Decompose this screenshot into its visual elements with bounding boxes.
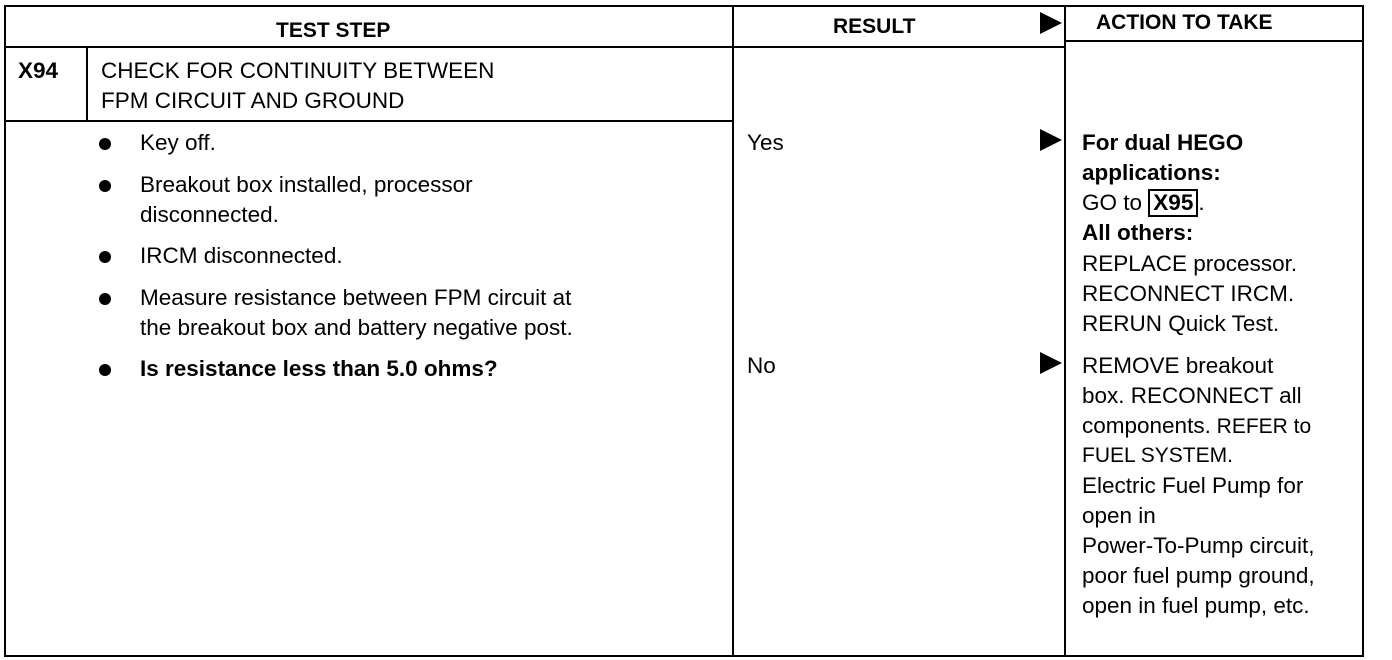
action-yes-line-6: RECONNECT IRCM. [1082, 281, 1295, 306]
action-no-refer: REFER to [1210, 415, 1312, 438]
action-no-line-1: REMOVE breakout [1082, 353, 1274, 378]
action-no-line-3 [1082, 411, 1311, 442]
bullet-icon [99, 251, 111, 263]
bullet-text-1: Key off. [140, 130, 216, 155]
action-no-components: components. [1082, 413, 1211, 438]
column-divider-action [1064, 5, 1066, 657]
action-yes-line-1: For dual HEGO [1082, 130, 1244, 155]
action-yes-line-5: REPLACE processor. [1082, 251, 1298, 276]
goto-prefix: GO to [1082, 190, 1143, 215]
table-border-bottom [4, 655, 1364, 657]
bullet-icon [99, 293, 111, 305]
bullet-text-2-line-2: disconnected. [140, 202, 279, 227]
table-border-right [1362, 5, 1364, 657]
step-title-line-2: FPM CIRCUIT AND GROUND [101, 88, 405, 113]
step-id: X94 [18, 58, 59, 83]
result-no-arrow-icon [1040, 352, 1062, 374]
result-no: No [747, 353, 776, 378]
table-border-top [4, 5, 1364, 7]
goto-step-reference-x95[interactable]: X95 [1148, 189, 1198, 217]
header-divider-right [1064, 40, 1364, 42]
bullet-text-2-line-1: Breakout box installed, processor [140, 172, 473, 197]
action-yes-line-4: All others: [1082, 220, 1194, 245]
bullet-text-4-line-1: Measure resistance between FPM circuit at [140, 285, 572, 310]
step-id-divider [86, 46, 88, 122]
column-divider-result [732, 5, 734, 657]
bullet-text-3: IRCM disconnected. [140, 243, 343, 268]
action-no-line-9: open in fuel pump, etc. [1082, 593, 1310, 618]
result-yes: Yes [747, 130, 784, 155]
header-arrow-icon [1040, 12, 1062, 34]
action-no-line-7: Power-To-Pump circuit, [1082, 533, 1315, 558]
bullet-icon [99, 138, 111, 150]
goto-suffix: . [1198, 190, 1205, 215]
bullet-icon [99, 180, 111, 192]
header-divider-left [4, 46, 1064, 48]
bullet-text-4-line-2: the breakout box and battery negative post. [140, 315, 573, 340]
bullet-text-5-question: Is resistance less than 5.0 ohms? [140, 356, 498, 381]
action-no-line-8: poor fuel pump ground, [1082, 563, 1315, 588]
step-title-underline [4, 120, 734, 122]
result-yes-arrow-icon [1040, 129, 1062, 151]
action-no-line-4: FUEL SYSTEM. [1082, 444, 1233, 467]
header-test-step: TEST STEP [276, 19, 391, 42]
header-result: RESULT [833, 15, 916, 38]
step-title-line-1: CHECK FOR CONTINUITY BETWEEN [101, 58, 495, 83]
action-no-line-2: box. RECONNECT all [1082, 383, 1302, 408]
action-yes-line-7: RERUN Quick Test. [1082, 311, 1280, 336]
action-yes-goto [1082, 188, 1205, 218]
table-border-left [4, 5, 6, 657]
header-action-to-take: ACTION TO TAKE [1096, 11, 1273, 34]
action-no-line-5: Electric Fuel Pump for [1082, 473, 1304, 498]
action-yes-line-2: applications: [1082, 160, 1221, 185]
action-no-line-6: open in [1082, 503, 1156, 528]
bullet-icon [99, 364, 111, 376]
